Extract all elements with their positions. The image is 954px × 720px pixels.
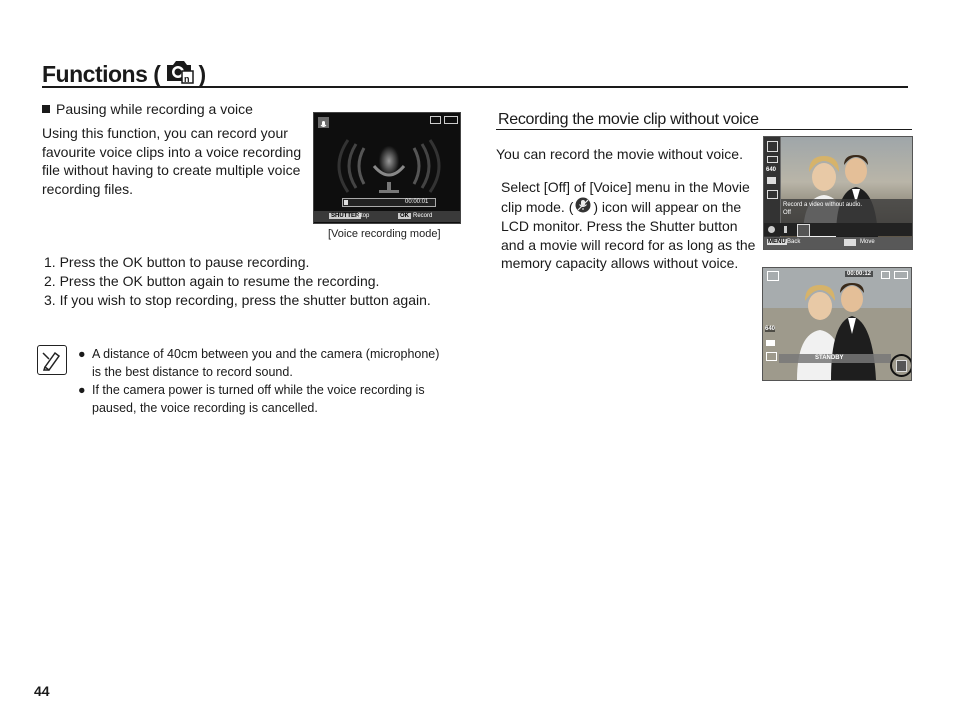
step-item: 3. If you wish to stop recording, press the shutter button again. (44, 292, 431, 308)
note-item (78, 345, 439, 381)
menu-hint-panel (781, 199, 912, 223)
voice-off-icon (575, 197, 591, 218)
quality-icon (766, 340, 775, 346)
stop-label: Stop (357, 213, 370, 219)
para-line: and a movie will record for as long as the (501, 236, 756, 253)
left-icon-strip (764, 137, 780, 237)
menu-hint-text: Record a video without audio. (783, 202, 863, 208)
intro-line: Using this function, you can record your (42, 125, 288, 141)
move-label: Move (860, 239, 875, 245)
voice-menu-screen (763, 136, 913, 250)
intro-line: file without having to create multiple voice (42, 162, 301, 178)
menu-footer (764, 237, 912, 249)
section-rule (496, 129, 912, 130)
section-heading-no-voice: Recording the movie clip without voice (498, 111, 759, 128)
menu-option-row (764, 223, 912, 236)
voice-off-icon (896, 360, 907, 372)
screen-caption: [Voice recording mode] (328, 228, 441, 240)
svg-text:n: n (184, 74, 190, 84)
header-rule (42, 86, 908, 88)
option-mic-icon (784, 226, 787, 233)
standby-bar (779, 354, 891, 363)
right-paragraph (501, 178, 759, 273)
ok-key-badge: OK (400, 213, 409, 219)
title-prefix: Functions ( (42, 60, 161, 87)
option-voice-off-icon (797, 224, 810, 237)
steps-list (44, 253, 431, 310)
option-voice-icon (768, 226, 775, 233)
voice-recording-screen (313, 112, 461, 224)
metering-icon (766, 352, 777, 361)
resolution-label: 640 (766, 167, 777, 173)
recording-timer: 00:00:01 (405, 199, 429, 205)
note-pencil-icon (37, 345, 67, 375)
title-suffix: ) (198, 60, 206, 87)
para-line: memory capacity allows without voice. (501, 255, 739, 271)
para-line-with-icon (501, 197, 759, 218)
intro-line: recording files. (42, 180, 134, 197)
back-label: Back (787, 239, 801, 245)
movie-mode-icon (767, 271, 779, 281)
square-bullet-icon (42, 105, 50, 113)
record-label: Record (413, 213, 433, 219)
standby-screen (762, 267, 912, 381)
recording-timer: 00:00:12 (847, 271, 872, 277)
heading-text: Pausing while recording a voice (56, 101, 253, 117)
right-intro: You can record the movie without voice. (496, 146, 743, 162)
standby-status: STANDBY (815, 355, 844, 361)
shutter-key-badge: SHUTTER (331, 213, 360, 219)
note-line: is the best distance to record sound. (92, 365, 293, 379)
navigation-pad-icon (844, 239, 856, 246)
bullet-dot-icon: ● (78, 383, 86, 397)
para-line: Select [Off] of [Voice] menu in the Movie (501, 179, 750, 195)
para-fragment: ) icon will appear on the (593, 198, 742, 215)
menu-key-badge: MENU (768, 239, 786, 245)
menu-selected-value: Off (783, 210, 791, 216)
battery-icon (894, 271, 908, 279)
step-item: 1. Press the OK button to pause recording. (44, 254, 310, 270)
battery-icon (444, 116, 458, 124)
intro-paragraph (42, 124, 301, 198)
mic-mode-icon (318, 117, 329, 128)
card-icon (430, 116, 441, 124)
couple-photo (763, 268, 911, 380)
notes-list (78, 345, 439, 417)
para-line: LCD monitor. Press the Shutter button (501, 218, 738, 234)
para-fragment: clip mode. ( (501, 198, 574, 215)
note-line: A distance of 40cm between you and the camera (microphone) (92, 347, 440, 361)
microphone-waves-icon (334, 138, 444, 203)
bullet-dot-icon: ● (78, 347, 86, 361)
card-icon (881, 271, 890, 279)
note-line: If the camera power is turned off while the voice recording is (92, 383, 425, 397)
page-number: 44 (34, 683, 50, 699)
note-line: paused, the voice recording is cancelled. (92, 401, 318, 415)
section-heading-pausing (42, 101, 253, 117)
step-item: 2. Press the OK button again to resume the recording. (44, 273, 380, 289)
resolution-label: 640 (765, 326, 776, 332)
note-item (78, 381, 439, 417)
intro-line: favourite voice clips into a voice recording (42, 143, 302, 160)
